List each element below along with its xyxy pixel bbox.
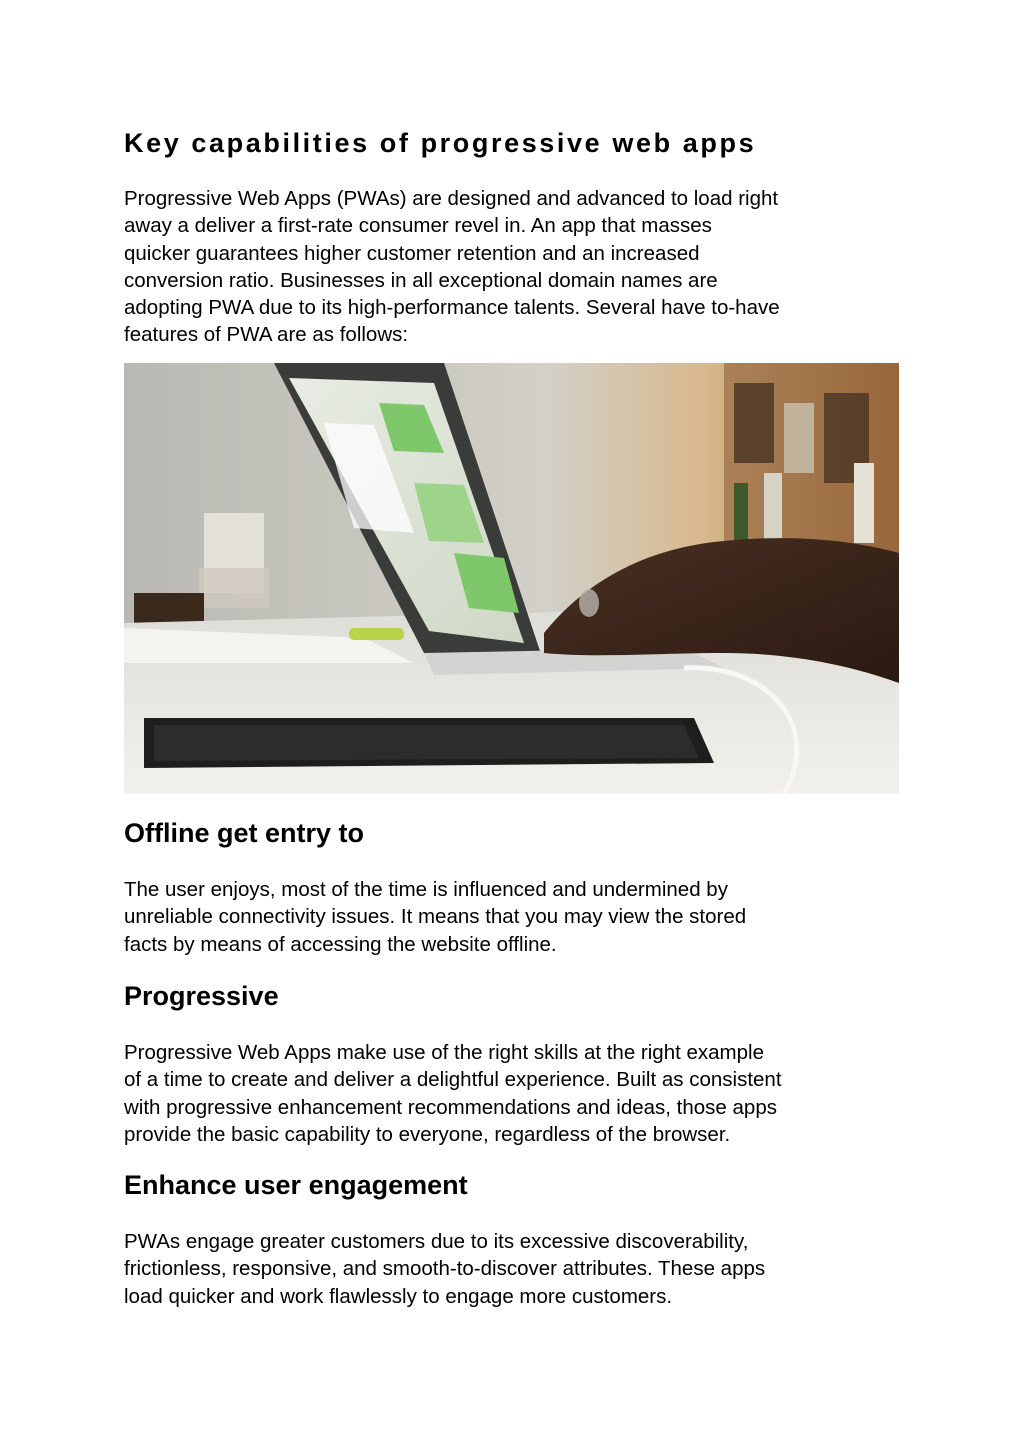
paragraph-line: unreliable connectivity issues. It means that you may view the stored bbox=[124, 905, 747, 929]
intro-line: Progressive Web Apps (PWAs) are designed and advanced to load right bbox=[124, 187, 779, 210]
paragraph-line: facts by means of accessing the website offline. bbox=[124, 932, 557, 956]
section-title-progressive: Progressive bbox=[124, 981, 279, 1011]
paragraph-line: provide the basic capability to everyone, regardless of the browser. bbox=[124, 1122, 731, 1146]
intro-paragraph bbox=[124, 185, 904, 349]
paragraph-line: load quicker and work flawlessly to engage more customers. bbox=[124, 1284, 673, 1308]
paragraph-line: The user enjoys, most of the time is influenced and undermined by bbox=[124, 878, 728, 901]
paragraph-line: of a time to create and deliver a delightful experience. Built as consistent bbox=[124, 1068, 782, 1092]
intro-line: adopting PWA due to its high-performance talents. Several have to-have bbox=[124, 296, 780, 320]
laptop-photo bbox=[124, 363, 899, 794]
intro-line: features of PWA are as follows: bbox=[124, 323, 409, 347]
page-title: Key capabilities of progressive web apps bbox=[124, 128, 757, 158]
paragraph-line: PWAs engage greater customers due to its excessive discoverability, bbox=[124, 1230, 749, 1253]
section-paragraph-offline bbox=[124, 876, 904, 958]
section-title-offline: Offline get entry to bbox=[124, 818, 365, 848]
intro-line: conversion ratio. Businesses in all exceptional domain names are bbox=[124, 268, 718, 292]
paragraph-line: with progressive enhancement recommendations and ideas, those apps bbox=[124, 1095, 777, 1119]
section-paragraph-progressive bbox=[124, 1039, 904, 1148]
section-title-engagement: Enhance user engagement bbox=[124, 1170, 468, 1200]
intro-line: away a deliver a first-rate consumer revel in. An app that masses bbox=[124, 214, 712, 238]
section-paragraph-engagement bbox=[124, 1228, 904, 1310]
paragraph-line: frictionless, responsive, and smooth-to-discover attributes. These apps bbox=[124, 1257, 766, 1281]
paragraph-line: Progressive Web Apps make use of the right skills at the right example bbox=[124, 1041, 764, 1064]
intro-line: quicker guarantees higher customer retention and an increased bbox=[124, 241, 700, 265]
